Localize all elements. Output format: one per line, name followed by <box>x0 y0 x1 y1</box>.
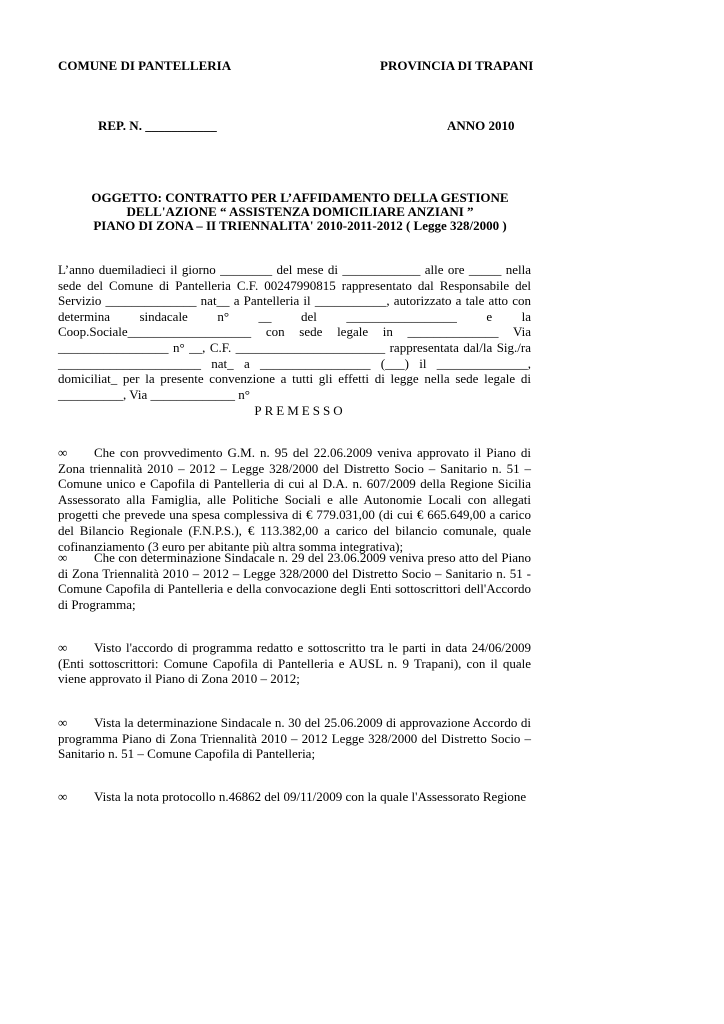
rep-number: REP. N. ___________ <box>98 118 217 133</box>
subject-line-1: OGGETTO: CONTRATTO PER L’AFFIDAMENTO DELLA GESTIONE <box>91 190 509 205</box>
premise-text: Vista la nota protocollo n.46862 del 09/11/2009 con la quale l'Assessorato Regione <box>94 789 527 804</box>
premise-text: Che con provvedimento G.M. n. 95 del 22.06.2009 veniva approvato il Piano di Zona triennalità 2010 – 2012 – Legge 328/2000 del Distretto Socio – Sanitario n. 51 – Comune unico e Capofila di Pantelleria di cui al D.A. n. 607/2009 della Regione Sicilia Assessorato alla Famiglia, alle Politiche Sociali e alle Autonomie Locali con allegati progetti che prevede una spesa complessiva di € 779.031,00 (di cui € 665.649,00 a carico del Bilancio Regionale (F.N.P.S.), € 113.382,00 a carico del bilancio comunale, quale cofinanziamento (3 euro per abitante più altra somma integrativa); <box>58 445 531 554</box>
rep-year: ANNO 2010 <box>447 118 515 133</box>
premise-item <box>58 789 531 805</box>
bullet-icon: ∞ <box>58 789 68 804</box>
subject-line-3: PIANO DI ZONA – II TRIENNALITA' 2010-2011-2012 ( Legge 328/2000 ) <box>93 218 507 233</box>
header-province: PROVINCIA DI TRAPANI <box>380 58 534 73</box>
bullet-icon: ∞ <box>58 550 68 565</box>
bullet-icon: ∞ <box>58 715 68 730</box>
premise-item <box>58 640 531 687</box>
premise-text: Visto l'accordo di programma redatto e sottoscritto tra le parti in data 24/06/2009 (Enti sottoscrittori: Comune Capofila di Pantelleria e AUSL n. 9 Trapani), con il quale viene approvato il Piano di Zona 2010 – 2012; <box>58 640 531 687</box>
header-municipality: COMUNE DI PANTELLERIA <box>58 58 232 73</box>
intro-paragraph: L’anno duemiladieci il giorno ________ del mese di ____________ alle ore _____ nella sede del Comune di Pantelleria C.F. 00247990815 rappresentato dal Responsabile del Servizio ______________ nat__ a Pantelleria il ___________, autorizzato a tale atto con determina sindacale n° __ del _________________ e la Coop.Sociale___________________ con sede legale in ______________ Via _________________ n° __, C.F. _______________________ rappresentata dal/la Sig./ra ______________________ nat_ a _________________ (___) il ______________, domiciliat_ per la presente convenzione a tutti gli effetti di legge nella sede legale di __________, Via _____________ n° <box>58 262 531 402</box>
subject-line-2: DELL'AZIONE “ ASSISTENZA DOMICILIARE ANZIANI ” <box>126 204 474 219</box>
premise-item <box>58 715 531 762</box>
premise-item <box>58 445 531 554</box>
premise-text: Che con determinazione Sindacale n. 29 del 23.06.2009 veniva preso atto del Piano di Zona Triennalità 2010 – 2012 – Legge 328/2000 del Distretto Socio – Sanitario n. 51 - Comune Capofila di Pantelleria e della convocazione degli Enti sottoscrittori dell'Accordo di Programma; <box>58 550 531 612</box>
premise-text: Vista la determinazione Sindacale n. 30 del 25.06.2009 di approvazione Accordo di programma Piano di Zona Triennalità 2010 – 2012 Legge 328/2000 del Distretto Socio – Sanitario n. 51 – Comune Capofila di Pantelleria; <box>58 715 531 762</box>
bullet-icon: ∞ <box>58 445 68 460</box>
bullet-icon: ∞ <box>58 640 68 655</box>
premesso-heading: PREMESSO <box>254 403 346 418</box>
subject-block <box>58 191 542 233</box>
premise-item <box>58 550 531 612</box>
